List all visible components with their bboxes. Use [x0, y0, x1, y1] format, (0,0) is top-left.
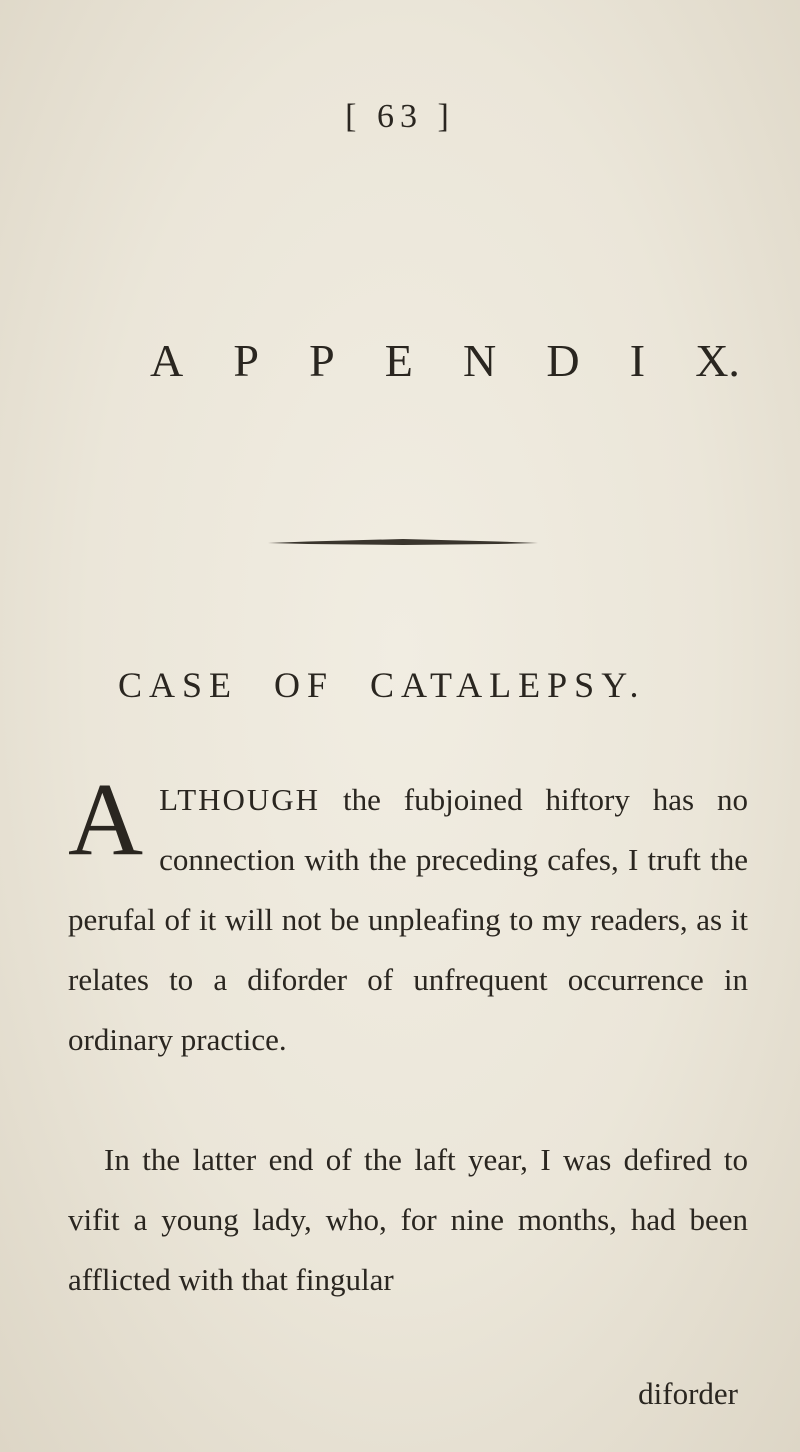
appendix-letter: N — [463, 335, 497, 386]
case-title: CASE OF CATALEPSY. — [118, 665, 646, 705]
appendix-letter: I — [629, 335, 646, 386]
appendix-letter: X. — [695, 335, 740, 386]
paragraph-2: In the latter end of the laft year, I was defired to vifit a young lady, who, for nine months, had been afflicted with that fingular — [68, 1142, 748, 1297]
drop-cap: A — [68, 762, 144, 877]
appendix-letter: P — [309, 335, 335, 386]
opening-words: LTHOUGH — [159, 782, 321, 817]
appendix-letter: A — [150, 335, 184, 386]
ornamental-rule — [268, 538, 538, 546]
appendix-letter: D — [546, 335, 580, 386]
appendix-letter: P — [233, 335, 259, 386]
body-text — [68, 762, 748, 1310]
paragraph-1 — [68, 762, 748, 1070]
catchword: diforder — [638, 1376, 738, 1411]
appendix-letter: E — [384, 335, 413, 386]
paragraph-1-text: the fubjoined hiftory has no connection with the preceding cafes, I truft the perufal of it will not be unpleafing to my readers, as it relates to a diforder of unfrequent occurrence in ordinary practice. — [68, 782, 748, 1057]
page-number: [ 63 ] — [345, 98, 455, 135]
appendix-heading — [150, 334, 740, 387]
